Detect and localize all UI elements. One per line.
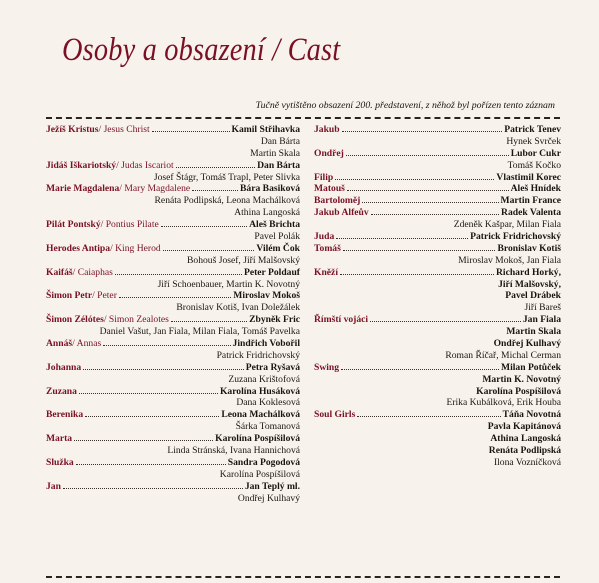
alternate-cast-line [314, 386, 561, 398]
dot-leader [163, 244, 255, 251]
role-name: Jidáš Iškariotský [46, 159, 117, 171]
role-name: Herodes Antipa [46, 242, 111, 254]
alternate-cast-line [314, 457, 561, 469]
actor-name: Ilona Vozníčková [493, 456, 561, 468]
actor-name: Bronislav Kotiš [497, 242, 561, 254]
actor-name: Martin Skala [250, 147, 300, 159]
actor-name: Ondřej Kulhavý [237, 492, 300, 504]
role-name-english: / Caiaphas [72, 266, 113, 278]
actor-name: Karolína Pospíšilová [215, 433, 300, 445]
dot-leader [370, 315, 521, 322]
actor-name: Jan Fiala [522, 314, 561, 326]
actor-name: Vlastimil Korec [496, 171, 561, 183]
dot-leader [74, 434, 213, 441]
alternate-cast-line [46, 136, 300, 148]
cast-entry [46, 433, 300, 445]
actor-name: Zuzana Krištofová [228, 373, 300, 385]
actor-name: Patrick Fridrichovský [470, 231, 561, 243]
alternate-cast-line [46, 374, 300, 386]
cast-entry [46, 290, 300, 302]
role-name-english: / King Herod [110, 242, 161, 254]
dot-leader [103, 339, 230, 346]
actor-name: Zbyněk Fric [249, 314, 300, 326]
actor-name: Vilém Čok [256, 242, 300, 254]
role-name: Marta [46, 433, 73, 445]
alternate-cast-line [314, 219, 561, 231]
alternate-cast-line [46, 350, 300, 362]
actor-name: Jiří Malšovský, [498, 278, 561, 290]
role-name: Jan [46, 480, 61, 492]
actor-name: Karolína Pospíšilová [219, 468, 300, 480]
actor-name: Daniel Vašut, Jan Fiala, Milan Fiala, Tomáš Pavelka [99, 326, 300, 338]
alternate-cast-line [314, 302, 561, 314]
alternate-cast-line [314, 421, 561, 433]
cast-entry [314, 362, 561, 374]
actor-name: Renáta Podlipská, Leona Machálková [154, 195, 300, 207]
role-name: Jakub [314, 124, 340, 135]
alternate-cast-line [314, 255, 561, 267]
role-name: Zuzana [46, 385, 77, 397]
cast-entry [314, 409, 561, 421]
cast-entry [314, 231, 561, 243]
actor-name: Roman Říčař, Michal Cerman [445, 349, 561, 361]
role-name: Kaifáš [46, 266, 73, 278]
page-title: Osoby a obsazení / Cast [62, 32, 341, 68]
role-name: Swing [314, 361, 340, 373]
role-name: Šimon Petr [46, 290, 93, 302]
alternate-cast-line [46, 207, 300, 219]
dot-leader [335, 173, 494, 180]
cast-entry [314, 195, 561, 207]
actor-name: Athina Langoská [490, 433, 561, 445]
alternate-cast-line [46, 195, 300, 207]
actor-name: Jiří Schoenbauer, Martin K. Novotný [157, 278, 300, 290]
actor-name: Peter Poldauf [243, 266, 300, 278]
dot-leader [336, 232, 468, 239]
cast-entry [314, 172, 561, 184]
dot-leader [76, 458, 226, 465]
role-name: Ondřej [314, 147, 344, 159]
alternate-cast-line [314, 374, 561, 386]
dot-leader [119, 291, 231, 298]
dot-leader [161, 220, 247, 227]
dot-leader [343, 244, 496, 251]
dot-leader [192, 184, 238, 191]
alternate-cast-line [46, 172, 300, 184]
alternate-cast-line [46, 302, 300, 314]
alternate-cast-line [46, 148, 300, 160]
actor-name: Jan Teplý ml. [244, 480, 300, 492]
role-name-english: / Pontius Pilate [100, 219, 159, 231]
role-name: Pilát Pontský [46, 219, 101, 231]
cast-entry [46, 219, 300, 231]
alternate-cast-line [314, 160, 561, 172]
actor-name: Karolína Husáková [219, 385, 300, 397]
cast-entry [46, 338, 300, 350]
actor-name: Martin Skala [506, 326, 561, 338]
alternate-cast-line [314, 326, 561, 338]
actor-name: Jiří Bareš [524, 302, 561, 314]
page-subtitle: Tučně vytištěno obsazení 200. představení, z něhož byl pořízen tento záznam [255, 100, 555, 111]
dot-leader [83, 363, 244, 370]
role-name: Soul Girls [314, 409, 356, 421]
cast-entry [46, 362, 300, 374]
actor-name: Patrick Fridrichovský [216, 349, 300, 361]
actor-name: Erika Kubálková, Erik Houba [446, 397, 561, 409]
actor-name: Sandra Pogodová [227, 456, 300, 468]
role-name: Jakub Alfeův [314, 207, 369, 219]
alternate-cast-line [46, 493, 300, 505]
actor-name: Dan Bárta [257, 159, 300, 171]
role-name: Kněží [314, 266, 338, 278]
actor-name: Leona Machálková [221, 409, 300, 421]
actor-name: Táňa Novotná [502, 409, 561, 421]
role-name: Marie Magdalena [46, 183, 120, 195]
role-name-english: / Peter [92, 290, 117, 302]
dot-leader [176, 161, 255, 168]
divider-bottom [46, 576, 560, 578]
role-name: Římští vojáci [314, 314, 369, 326]
role-name-english: / Annas [72, 338, 102, 350]
role-name: Johanna [46, 361, 82, 373]
actor-name: Richard Horký, [495, 266, 561, 278]
role-name: Tomáš [314, 242, 341, 254]
actor-name: Bohouš Josef, Jiří Malšovský [187, 254, 300, 266]
actor-name: Aleš Brichta [249, 219, 300, 231]
dot-leader [152, 125, 230, 132]
actor-name: Milan Potůček [501, 361, 561, 373]
alternate-cast-line [314, 279, 561, 291]
dot-leader [341, 363, 499, 370]
actor-name: Karolína Pospíšilová [476, 385, 561, 397]
alternate-cast-line [314, 445, 561, 457]
dot-leader [115, 268, 242, 275]
alternate-cast-line [46, 279, 300, 291]
actor-name: Zdeněk Kašpar, Milan Fiala [453, 219, 561, 231]
dot-leader [79, 387, 218, 394]
cast-entry [314, 148, 561, 160]
actor-name: Jindřich Vobořil [232, 338, 300, 350]
actor-name: Bronislav Kotiš, Ivan Doležálek [176, 302, 300, 314]
actor-name: Tomáš Kočko [507, 159, 561, 171]
actor-name: Bára Basiková [240, 183, 300, 195]
cast-entry [314, 314, 561, 326]
cast-entry [46, 124, 300, 136]
actor-name: Šárka Tomanová [235, 421, 300, 433]
cast-entry [46, 386, 300, 398]
actor-name: Dana Koklesová [236, 397, 300, 409]
actor-name: Lubor Cukr [510, 147, 561, 159]
actor-name: Ondřej Kulhavý [493, 338, 561, 350]
cast-entry [46, 457, 300, 469]
cast-entry [314, 124, 561, 136]
role-name: Ježíš Kristus [46, 124, 99, 135]
actor-name: Hynek Svrček [506, 135, 561, 147]
actor-name: Renáta Podlipská [488, 445, 561, 457]
dot-leader [85, 410, 219, 417]
role-name-english: / Simon Zealotes [103, 314, 169, 326]
cast-entry [314, 207, 561, 219]
dot-leader [371, 208, 499, 215]
alternate-cast-line [314, 397, 561, 409]
alternate-cast-line [46, 231, 300, 243]
role-name: Matouš [314, 183, 345, 195]
actor-name: Pavel Polák [254, 231, 300, 243]
cast-entry [46, 243, 300, 255]
actor-name: Aleš Hnídek [510, 183, 561, 195]
actor-name: Pavla Kapitánová [487, 421, 561, 433]
alternate-cast-line [46, 445, 300, 457]
alternate-cast-line [314, 350, 561, 362]
dot-leader [346, 149, 509, 156]
actor-name: Miroslav Mokoš [233, 290, 300, 302]
alternate-cast-line [46, 397, 300, 409]
role-name: Annáš [46, 338, 73, 350]
cast-entry [46, 481, 300, 493]
alternate-cast-line [314, 290, 561, 302]
actor-name: Pavel Drábek [505, 290, 561, 302]
role-name-english: / Mary Magdalene [119, 183, 191, 195]
actor-name: Josef Štágr, Tomáš Trapl, Peter Slivka [153, 171, 300, 183]
actor-name: Miroslav Mokoš, Jan Fiala [458, 254, 561, 266]
cast-entry [46, 160, 300, 172]
role-name: Filip [314, 171, 334, 183]
alternate-cast-line [46, 421, 300, 433]
actor-name: Linda Stránská, Ivana Hannichová [167, 445, 300, 457]
role-name: Služka [46, 456, 74, 468]
actor-name: Patrick Tenev [504, 124, 561, 135]
alternate-cast-line [46, 326, 300, 338]
alternate-cast-line [314, 338, 561, 350]
dot-leader [340, 268, 494, 275]
role-name: Juda [314, 231, 335, 243]
role-name-english: / Judas Iscariot [116, 159, 174, 171]
role-name: Berenika [46, 409, 84, 421]
alternate-cast-line [314, 136, 561, 148]
cast-entry [46, 314, 300, 326]
dot-leader [342, 125, 503, 132]
cast-entry [46, 409, 300, 421]
actor-name: Kamil Střihavka [231, 124, 300, 135]
cast-column-right [314, 124, 561, 469]
cast-entry [46, 183, 300, 195]
role-name: Šimon Zélótes [46, 314, 104, 326]
cast-entry [314, 243, 561, 255]
actor-name: Athina Langoská [234, 207, 300, 219]
cast-entry [314, 183, 561, 195]
alternate-cast-line [46, 255, 300, 267]
dot-leader [362, 196, 498, 203]
dot-leader [347, 184, 509, 191]
actor-name: Radek Valenta [501, 207, 561, 219]
actor-name: Martin France [500, 195, 561, 207]
dot-leader [171, 315, 247, 322]
actor-name: Petra Ryšavá [245, 361, 300, 373]
cast-entry [314, 267, 561, 279]
alternate-cast-line [314, 433, 561, 445]
actor-name: Martin K. Novotný [482, 373, 561, 385]
dot-leader [357, 410, 500, 417]
cast-column-left [46, 124, 300, 505]
divider-top [46, 117, 560, 119]
role-name: Bartoloměj [314, 195, 361, 207]
alternate-cast-line [46, 469, 300, 481]
cast-entry [46, 267, 300, 279]
role-name-english: / Jesus Christ [98, 124, 150, 135]
dot-leader [63, 482, 243, 489]
actor-name: Dan Bárta [260, 135, 300, 147]
